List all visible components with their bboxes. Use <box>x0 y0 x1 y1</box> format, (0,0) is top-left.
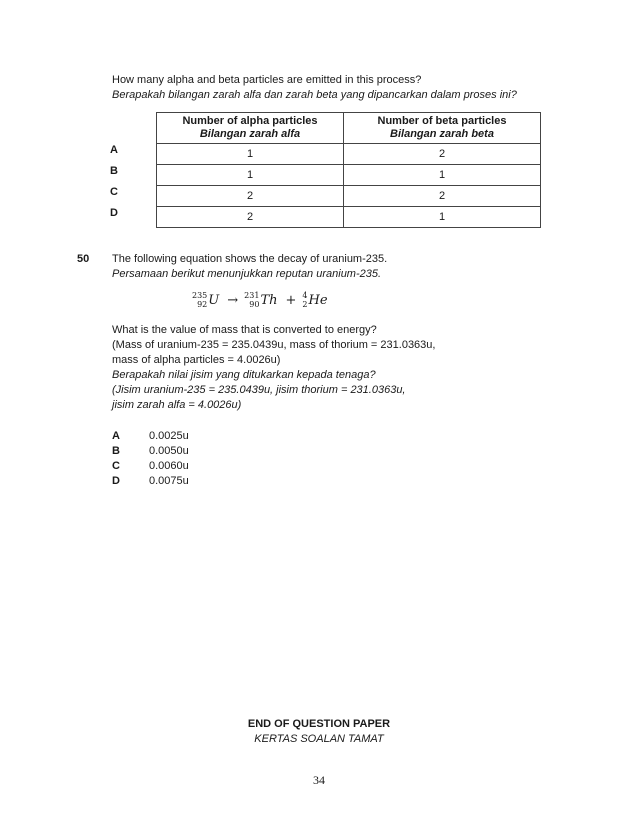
row-label: C <box>110 185 118 198</box>
q50-intro-ms: Persamaan berikut menunjukkan reputan uranium-235. <box>112 268 382 280</box>
table-header-row <box>108 113 541 144</box>
table-row <box>108 144 541 165</box>
beta-header-en: Number of beta particles <box>377 115 507 127</box>
table-row <box>108 186 541 207</box>
answer-choice: C 0.0060u <box>112 460 189 472</box>
arrow-symbol: → <box>227 292 239 308</box>
alpha-header-en: Number of alpha particles <box>182 115 318 127</box>
answer-choice: D 0.0075u <box>112 475 189 487</box>
plus-symbol: + <box>285 292 297 308</box>
end-of-paper-ms: KERTAS SOALAN TAMAT <box>254 733 384 745</box>
row-label: B <box>110 164 118 177</box>
decay-equation <box>192 291 330 309</box>
answer-choice: B 0.0050u <box>112 445 189 457</box>
q50-question-en: What is the value of mass that is converted to energy? <box>112 324 377 336</box>
thorium-nuclide: 231 90 Th <box>244 291 278 309</box>
beta-cell: 1 <box>344 165 541 186</box>
page-number: 34 <box>313 773 325 787</box>
beta-column-header <box>344 113 541 144</box>
beta-cell: 2 <box>344 186 541 207</box>
end-of-paper-en: END OF QUESTION PAPER <box>247 718 391 730</box>
alpha-cell: 2 <box>157 207 344 228</box>
alpha-header-ms: Bilangan zarah alfa <box>199 128 301 140</box>
helium-nuclide: 4 2 He <box>302 291 328 309</box>
q49-question-en: How many alpha and beta particles are emitted in this process? <box>112 74 422 86</box>
table-row <box>108 207 541 228</box>
q49-question-ms: Berapakah bilangan zarah alfa dan zarah beta yang dipancarkan dalam proses ini? <box>112 89 517 101</box>
row-label: D <box>110 206 118 219</box>
q50-given-ms-2: jisim zarah alfa = 4.0026u) <box>112 399 242 411</box>
alpha-cell: 1 <box>157 165 344 186</box>
q50-intro-en: The following equation shows the decay of uranium-235. <box>112 253 388 265</box>
question-number: 50 <box>77 253 90 265</box>
alpha-cell: 2 <box>157 186 344 207</box>
answer-choice: A 0.0025u <box>112 430 189 442</box>
alpha-column-header <box>157 113 344 144</box>
uranium-nuclide: 235 92 U <box>192 291 220 309</box>
q50-question-ms: Berapakah nilai jisim yang ditukarkan kepada tenaga? <box>112 369 376 381</box>
alpha-cell: 1 <box>157 144 344 165</box>
q50-given-ms-1: (Jisim uranium-235 = 235.0439u, jisim thorium = 231.0363u, <box>112 384 406 396</box>
q50-given-en-2: mass of alpha particles = 4.0026u) <box>112 354 281 366</box>
q50-given-en-1: (Mass of uranium-235 = 235.0439u, mass of thorium = 231.0363u, <box>112 339 436 351</box>
options-table <box>108 112 541 228</box>
beta-cell: 2 <box>344 144 541 165</box>
beta-cell: 1 <box>344 207 541 228</box>
beta-header-ms: Bilangan zarah beta <box>390 128 494 140</box>
row-label: A <box>110 143 118 156</box>
table-row <box>108 165 541 186</box>
